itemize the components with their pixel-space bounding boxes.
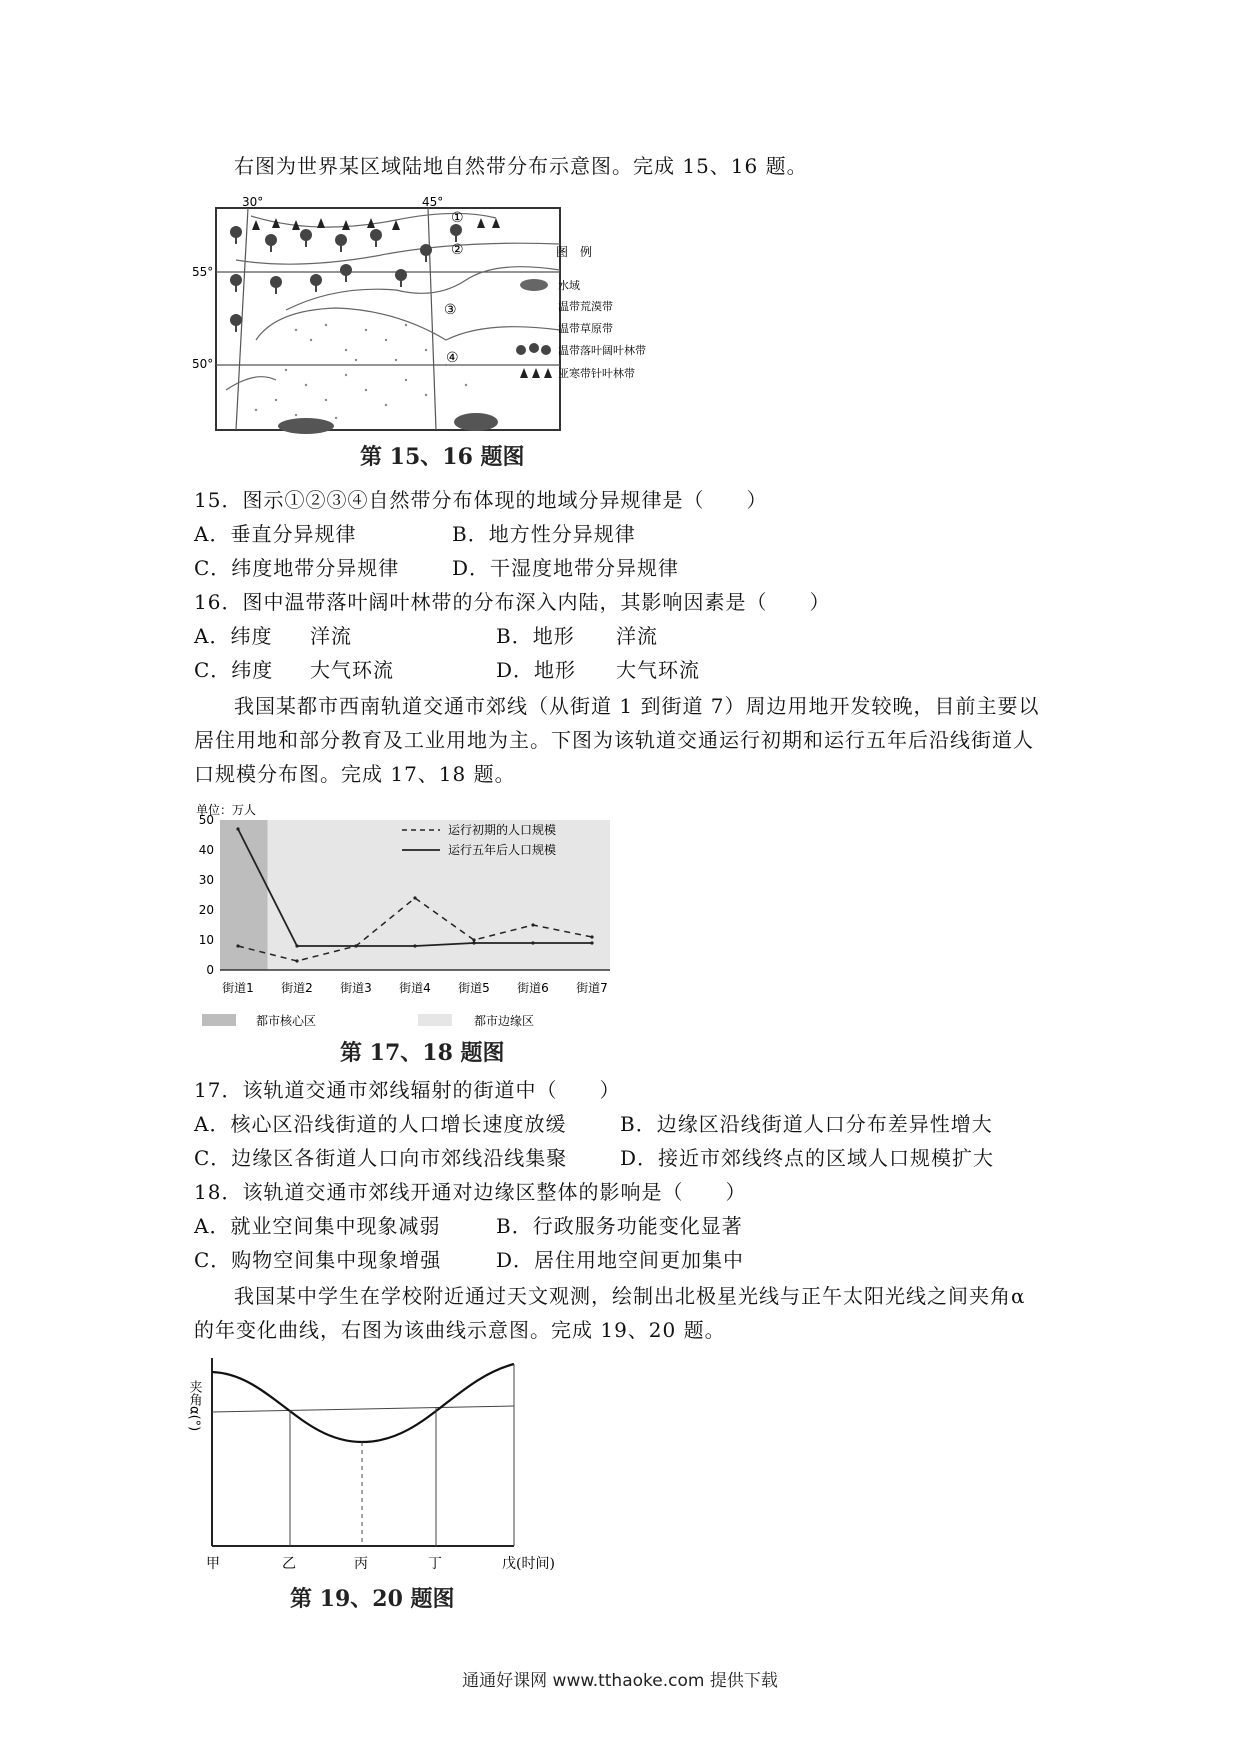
chart-ylabel: 单位：万人 (196, 803, 257, 817)
legend-initial: 运行初期的人口规模 (448, 823, 557, 837)
q17-option-c: C．边缘区各街道人口向市郊线沿线集聚 (194, 1146, 568, 1170)
x-tick-label: 街道5 (458, 981, 490, 995)
x-tick-label: 街道1 (222, 981, 254, 995)
region-core-label: 都市核心区 (256, 1014, 317, 1028)
q15-option-a: A．垂直分异规律 (194, 522, 357, 546)
q17-option-b: B．边缘区沿线街道人口分布差异性增大 (620, 1112, 993, 1136)
xtick-wu: 戊(时间) (502, 1556, 555, 1572)
x-tick-label: 街道3 (340, 981, 372, 995)
y-tick-label: 0 (206, 963, 214, 977)
zone-3-label: ③ (444, 302, 457, 318)
q16-option-b-2: 洋流 (616, 624, 658, 648)
legend-five-year: 运行五年后人口规模 (448, 843, 557, 857)
data-point (295, 944, 298, 947)
q16-option-d: D．地形 (496, 658, 577, 682)
data-point (413, 896, 416, 899)
x-tick-label: 街道6 (517, 981, 549, 995)
legend-title: 图 例 (556, 245, 593, 259)
intro-17-18-line3: 口规模分布图。完成 17、18 题。 (194, 762, 516, 786)
q15-option-d: D．干湿度地带分异规律 (452, 556, 680, 580)
angle-curve-figure (186, 1350, 610, 1590)
xtick-yi: 乙 (282, 1556, 296, 1572)
y-tick-label: 20 (198, 903, 214, 917)
q16-option-a: A．纬度 (194, 624, 273, 648)
y-tick-label: 10 (198, 933, 214, 947)
q18-option-b: B．行政服务功能变化显著 (496, 1214, 743, 1238)
edge-area-shading (268, 820, 611, 970)
zone-2-label: ② (451, 242, 464, 258)
y-tick-label: 40 (198, 843, 214, 857)
fig2-caption: 第 17、18 题图 (340, 1040, 505, 1066)
data-point (236, 944, 239, 947)
q15-stem: 15．图示①②③④自然带分布体现的地域分异规律是（ ） (194, 488, 768, 512)
xtick-bing: 丙 (354, 1556, 368, 1572)
population-chart (190, 798, 630, 1058)
q16-stem: 16．图中温带落叶阔叶林带的分布深入内陆，其影响因素是（ ） (194, 590, 831, 614)
region-edge-label: 都市边缘区 (474, 1014, 535, 1028)
lat-label-50: 50° (192, 357, 214, 371)
fig3-caption: 第 19、20 题图 (290, 1586, 455, 1612)
zone-4-label: ④ (446, 350, 459, 366)
zone-1-label: ① (451, 210, 464, 226)
data-point (354, 944, 357, 947)
y-tick-label: 50 (198, 813, 214, 827)
population-chart-svg (190, 798, 630, 1058)
data-point (590, 941, 593, 944)
legend-conifer: 亚寒带针叶林带 (558, 367, 635, 380)
q18-option-a: A．就业空间集中现象减弱 (194, 1214, 441, 1238)
intro-19-20-line2: 的年变化曲线，右图为该曲线示意图。完成 19、20 题。 (194, 1318, 726, 1342)
legend-desert: 温带荒漠带 (558, 300, 613, 313)
data-point (472, 938, 475, 941)
data-point (236, 827, 239, 830)
intro-19-20-line1: 我国某中学生在学校附近通过天文观测，绘制出北极星光线与正午太阳光线之间夹角α (234, 1284, 1026, 1308)
legend-broadleaf: 温带落叶阔叶林带 (558, 344, 646, 357)
q18-option-d: D．居住用地空间更加集中 (496, 1248, 745, 1272)
data-point (590, 935, 593, 938)
lon-label-30: 30° (242, 195, 264, 209)
region-core-swatch (202, 1014, 236, 1026)
legend-water: 水域 (558, 279, 580, 292)
q17-option-a: A．核心区沿线街道的人口增长速度放缓 (194, 1112, 567, 1136)
y-tick-label: 30 (198, 873, 214, 887)
intro-17-18-line1: 我国某都市西南轨道交通市郊线（从街道 1 到街道 7）周边用地开发较晚，目前主要以 (234, 694, 1040, 718)
xtick-ding: 丁 (428, 1556, 442, 1572)
q16-option-c: C．纬度 (194, 658, 274, 682)
intro-15-16: 右图为世界某区域陆地自然带分布示意图。完成 15、16 题。 (234, 154, 808, 178)
angle-axis-label: 夹角α(°) (186, 1380, 202, 1432)
data-point (472, 941, 475, 944)
x-tick-label: 街道7 (576, 981, 608, 995)
q17-option-d: D．接近市郊线终点的区域人口规模扩大 (620, 1146, 995, 1170)
data-point (295, 959, 298, 962)
q16-option-c-2: 大气环流 (310, 658, 394, 682)
data-point (531, 941, 534, 944)
q18-option-c: C．购物空间集中现象增强 (194, 1248, 442, 1272)
angle-curve-svg (186, 1350, 610, 1590)
fig1-caption: 第 15、16 题图 (360, 444, 525, 470)
xtick-jia: 甲 (206, 1556, 220, 1572)
q16-option-d-2: 大气环流 (616, 658, 700, 682)
lon-label-45: 45° (422, 195, 444, 209)
data-point (531, 923, 534, 926)
q18-stem: 18．该轨道交通市郊线开通对边缘区整体的影响是（ ） (194, 1180, 747, 1204)
reference-line (212, 1406, 514, 1412)
q16-option-b: B．地形 (496, 624, 575, 648)
x-tick-label: 街道2 (281, 981, 313, 995)
data-point (413, 944, 416, 947)
lat-label-55: 55° (192, 265, 214, 279)
x-tick-label: 街道4 (399, 981, 431, 995)
q15-option-b: B．地方性分异规律 (452, 522, 636, 546)
footer-text: 通通好课网 www.tthaoke.com 提供下载 (462, 1671, 778, 1691)
legend-steppe: 温带草原带 (558, 322, 613, 335)
angle-curve (212, 1364, 514, 1442)
region-edge-swatch (418, 1014, 452, 1026)
intro-17-18-line2: 居住用地和部分教育及工业用地为主。下图为该轨道交通运行初期和运行五年后沿线街道人 (194, 728, 1034, 752)
q17-stem: 17．该轨道交通市郊线辐射的街道中（ ） (194, 1078, 621, 1102)
q16-option-a-2: 洋流 (310, 624, 352, 648)
q15-option-c: C．纬度地带分异规律 (194, 556, 400, 580)
legend-water-swatch (520, 279, 548, 291)
